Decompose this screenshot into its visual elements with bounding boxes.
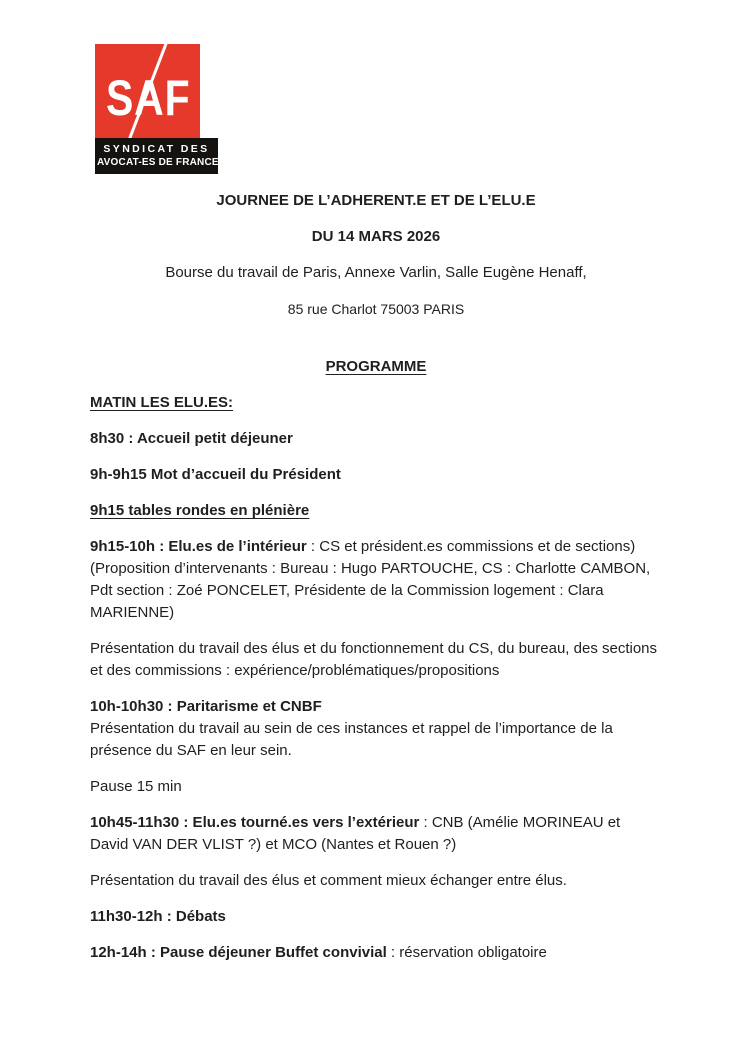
- event-date: DU 14 MARS 2026: [311, 228, 441, 245]
- schedule-item-elus-exterieur-detail: : CNB (Amélie MORINEAU et David VAN DER VLIST ?) et MCO (Nantes et Rouen ?): [90, 814, 621, 853]
- venue-address-line2: 85 rue Charlot 75003 PARIS: [287, 301, 465, 317]
- schedule-item-dejeuner-detail: : réservation obligatoire: [386, 944, 547, 961]
- schedule-item-paritarisme: [90, 696, 662, 762]
- venue-address-line1: Bourse du travail de Paris, Annexe Varlin, Salle Eugène Henaff,: [165, 264, 587, 281]
- program-heading: PROGRAMME: [325, 358, 427, 375]
- event-title: JOURNEE DE L’ADHERENT.E ET DE L’ELU.E: [216, 192, 536, 209]
- saf-logo-band: [95, 138, 218, 174]
- document-header: [90, 190, 662, 320]
- section-heading-matin: MATIN LES ELU.ES:: [90, 394, 234, 411]
- schedule-item-elus-interieur-time: 9h15-10h : Elu.es de l’intérieur: [90, 538, 307, 555]
- schedule-item-mot-accueil: 9h-9h15 Mot d’accueil du Président: [90, 466, 341, 483]
- schedule-item-elus-exterieur-time: 10h45-11h30 : Elu.es tourné.es vers l’extérieur: [90, 814, 420, 831]
- schedule-item-dejeuner: [90, 942, 662, 964]
- schedule-item-dejeuner-time: 12h-14h : Pause déjeuner Buffet convivial: [90, 944, 387, 961]
- schedule-item-debats: 11h30-12h : Débats: [90, 908, 226, 925]
- schedule-item-accueil: 8h30 : Accueil petit déjeuner: [90, 430, 293, 447]
- saf-logo-mark: [95, 44, 200, 138]
- schedule-item-paritarisme-time: 10h-10h30 : Paritarisme et CNBF: [90, 698, 322, 715]
- saf-logo-org-line2: AVOCAT-ES DE FRANCE: [97, 157, 219, 168]
- schedule-item-elus-interieur-detail: : CS et président.es commissions et de sections) (Proposition d’intervenants : Bureau : Hugo PARTOUCHE, CS : Charlotte CAMBON, Pdt section : Zoé PONCELET, Présidente de la Commission logement : Clara MARIENNE): [90, 538, 651, 621]
- schedule-item-paritarisme-detail: Présentation du travail au sein de ces instances et rappel de l’importance de la présence du SAF en leur sein.: [90, 720, 613, 759]
- schedule-item-tables-rondes: 9h15 tables rondes en plénière: [90, 502, 310, 519]
- saf-logo-acronym: SAF: [106, 70, 191, 126]
- schedule-item-elus-exterieur: [90, 812, 662, 856]
- saf-logo-org-line1: SYNDICAT DES: [103, 143, 210, 155]
- schedule-item-pause: Pause 15 min: [90, 778, 182, 795]
- paragraph-presentation-echanger: Présentation du travail des élus et comment mieux échanger entre élus.: [90, 872, 567, 889]
- schedule-item-elus-interieur: [90, 536, 662, 624]
- paragraph-presentation-cs: Présentation du travail des élus et du fonctionnement du CS, du bureau, des sections et des commissions : expérience/problématiques/propositions: [90, 640, 658, 679]
- saf-logo: [95, 44, 218, 174]
